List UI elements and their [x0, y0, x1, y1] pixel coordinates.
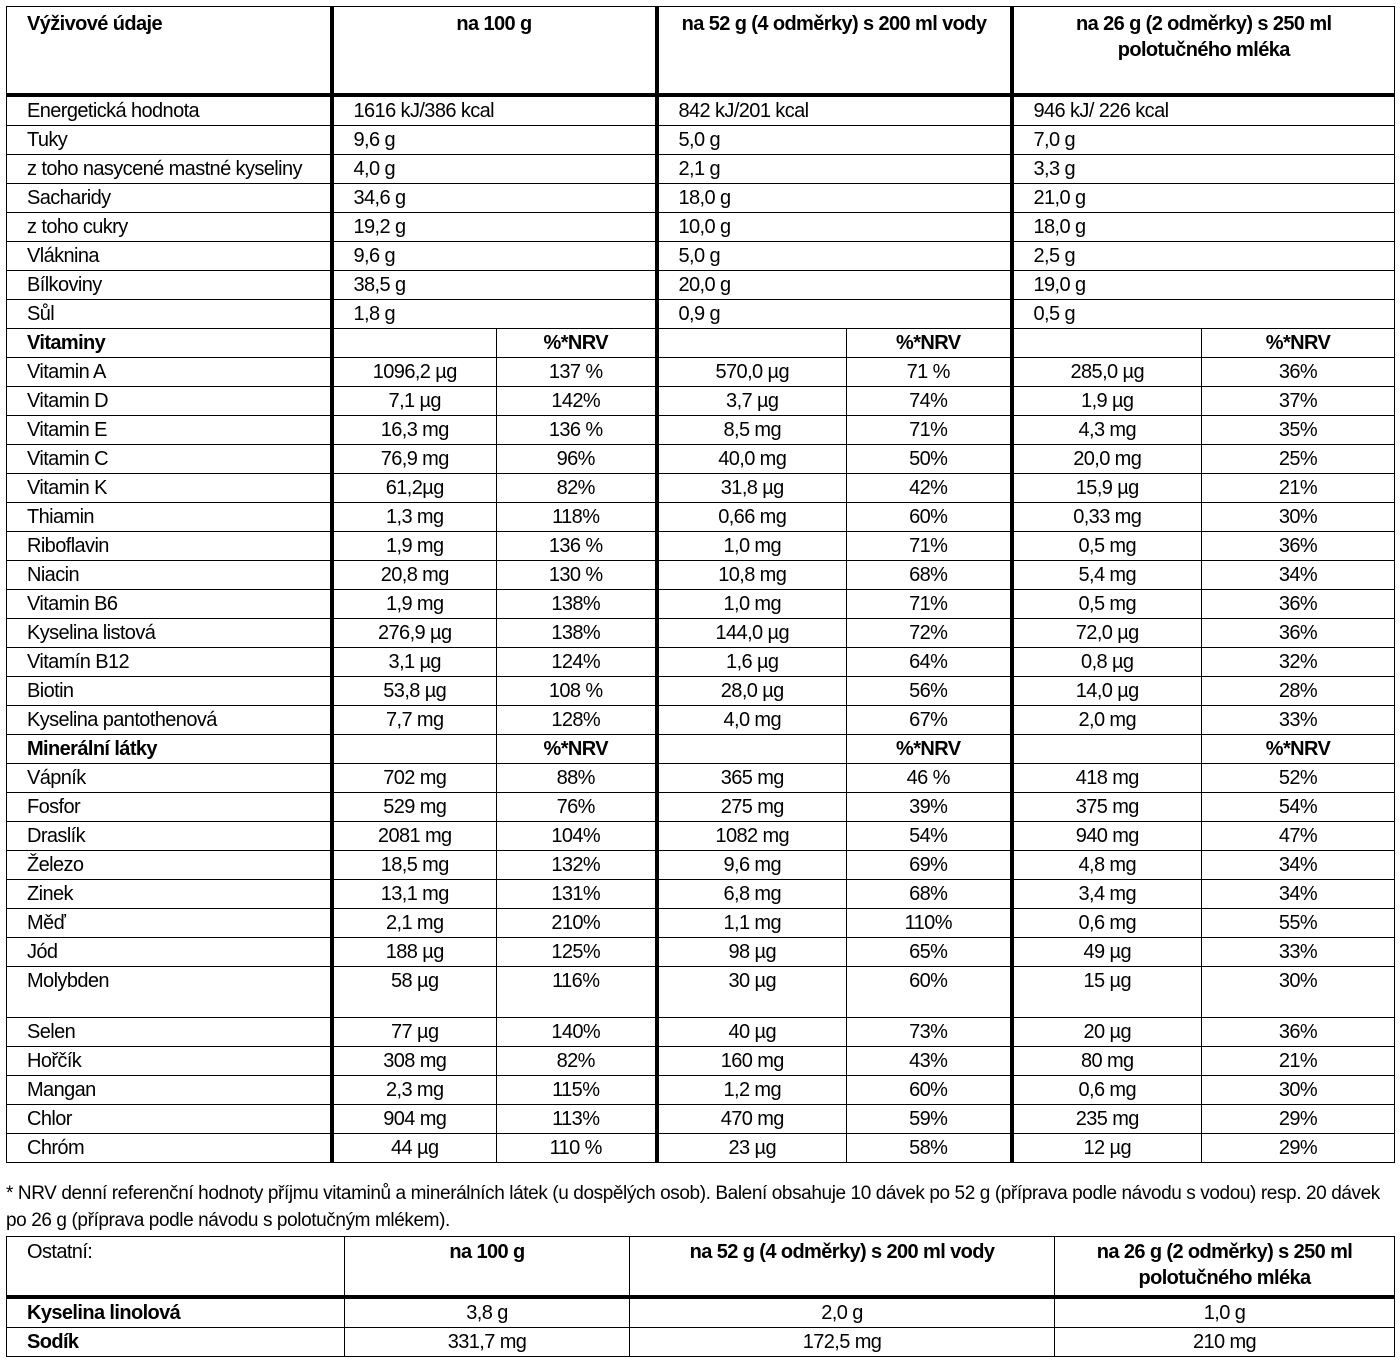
value-per-52g: 2,1 g — [657, 155, 1012, 184]
other-per-100g: 331,7 mg — [345, 1328, 630, 1357]
amount-per-26g: 0,5 mg — [1012, 590, 1202, 619]
value-per-100g: 34,6 g — [332, 184, 657, 213]
amount-per-100g: 702 mg — [332, 764, 497, 793]
nrv-label: %*NRV — [847, 735, 1012, 764]
amount-per-26g: 4,3 mg — [1012, 416, 1202, 445]
nrv-per-52g: 68% — [847, 561, 1012, 590]
other-nutrient-name: Kyselina linolová — [7, 1297, 345, 1328]
nutrient-name: Vitamín B12 — [7, 648, 332, 677]
amount-per-52g: 1,2 mg — [657, 1076, 847, 1105]
nrv-per-52g: 71% — [847, 416, 1012, 445]
section-title: Vitaminy — [7, 329, 332, 358]
amount-per-26g: 940 mg — [1012, 822, 1202, 851]
nutrient-row — [7, 1047, 1395, 1076]
nrv-per-26g: 21% — [1202, 1047, 1395, 1076]
value-per-26g: 3,3 g — [1012, 155, 1395, 184]
amount-per-52g: 30 µg — [657, 967, 847, 1018]
header-per-52g: na 52 g (4 odměrky) s 200 ml vody — [657, 7, 1012, 96]
nrv-per-100g: 115% — [497, 1076, 657, 1105]
amount-per-52g: 6,8 mg — [657, 880, 847, 909]
nrv-per-26g: 30% — [1202, 1076, 1395, 1105]
value-per-26g: 2,5 g — [1012, 242, 1395, 271]
nutrient-row — [7, 271, 1395, 300]
amount-per-26g: 14,0 µg — [1012, 677, 1202, 706]
nutrient-name: z toho nasycené mastné kyseliny — [7, 155, 332, 184]
other-per-52g: 172,5 mg — [630, 1328, 1055, 1357]
nutrient-name: Tuky — [7, 126, 332, 155]
nrv-per-100g: 128% — [497, 706, 657, 735]
value-per-100g: 1,8 g — [332, 300, 657, 329]
nrv-per-52g: 74% — [847, 387, 1012, 416]
empty-cell — [657, 329, 847, 358]
nutrient-name: Vitamin C — [7, 445, 332, 474]
nutrient-row — [7, 126, 1395, 155]
header-per-100g: na 100 g — [332, 7, 657, 96]
amount-per-26g: 375 mg — [1012, 793, 1202, 822]
amount-per-26g: 285,0 µg — [1012, 358, 1202, 387]
nutrient-row — [7, 619, 1395, 648]
nrv-per-100g: 96% — [497, 445, 657, 474]
nutrient-row — [7, 590, 1395, 619]
nutrient-name: Vitamin B6 — [7, 590, 332, 619]
nrv-per-26g: 21% — [1202, 474, 1395, 503]
value-per-100g: 1616 kJ/386 kcal — [332, 95, 657, 126]
amount-per-52g: 275 mg — [657, 793, 847, 822]
nrv-per-26g: 34% — [1202, 561, 1395, 590]
amount-per-52g: 570,0 µg — [657, 358, 847, 387]
nutrient-name: Vláknina — [7, 242, 332, 271]
nrv-per-26g: 36% — [1202, 1018, 1395, 1047]
nrv-per-26g: 36% — [1202, 590, 1395, 619]
amount-per-52g: 1,0 mg — [657, 532, 847, 561]
nutrient-row — [7, 938, 1395, 967]
nrv-per-100g: 104% — [497, 822, 657, 851]
other-header-row — [7, 1237, 1395, 1298]
nutrient-row — [7, 1076, 1395, 1105]
other-table — [6, 1236, 1395, 1357]
nrv-per-100g: 116% — [497, 967, 657, 1018]
nrv-per-26g: 36% — [1202, 619, 1395, 648]
other-per-26g: 1,0 g — [1055, 1297, 1395, 1328]
nutrient-name: Železo — [7, 851, 332, 880]
amount-per-52g: 98 µg — [657, 938, 847, 967]
nrv-per-100g: 113% — [497, 1105, 657, 1134]
nutrient-name: Hořčík — [7, 1047, 332, 1076]
amount-per-100g: 2081 mg — [332, 822, 497, 851]
amount-per-100g: 77 µg — [332, 1018, 497, 1047]
value-per-26g: 19,0 g — [1012, 271, 1395, 300]
nrv-per-52g: 71% — [847, 532, 1012, 561]
amount-per-26g: 12 µg — [1012, 1134, 1202, 1163]
nrv-per-100g: 210% — [497, 909, 657, 938]
nrv-per-26g: 34% — [1202, 851, 1395, 880]
nrv-per-26g: 36% — [1202, 532, 1395, 561]
amount-per-26g: 20 µg — [1012, 1018, 1202, 1047]
nutrient-name: Fosfor — [7, 793, 332, 822]
nutrient-row — [7, 358, 1395, 387]
nutrient-name: Thiamin — [7, 503, 332, 532]
nrv-per-100g: 124% — [497, 648, 657, 677]
nrv-per-52g: 73% — [847, 1018, 1012, 1047]
nutrient-name: Měď — [7, 909, 332, 938]
value-per-100g: 19,2 g — [332, 213, 657, 242]
nutrient-name: Biotin — [7, 677, 332, 706]
nutrient-name: Niacin — [7, 561, 332, 590]
nrv-per-52g: 42% — [847, 474, 1012, 503]
nutrient-row — [7, 909, 1395, 938]
value-per-52g: 5,0 g — [657, 242, 1012, 271]
amount-per-52g: 470 mg — [657, 1105, 847, 1134]
amount-per-100g: 2,1 mg — [332, 909, 497, 938]
nutrient-name: Zinek — [7, 880, 332, 909]
amount-per-100g: 308 mg — [332, 1047, 497, 1076]
nrv-label: %*NRV — [497, 735, 657, 764]
nrv-per-100g: 136 % — [497, 416, 657, 445]
amount-per-26g: 3,4 mg — [1012, 880, 1202, 909]
nutrient-row — [7, 387, 1395, 416]
amount-per-100g: 1,9 mg — [332, 590, 497, 619]
amount-per-26g: 20,0 mg — [1012, 445, 1202, 474]
amount-per-100g: 1096,2 µg — [332, 358, 497, 387]
value-per-100g: 38,5 g — [332, 271, 657, 300]
amount-per-100g: 18,5 mg — [332, 851, 497, 880]
amount-per-52g: 1,6 µg — [657, 648, 847, 677]
nrv-per-52g: 39% — [847, 793, 1012, 822]
nrv-footnote: * NRV denní referenční hodnoty příjmu vitaminů a minerálních látek (u dospělých osob). Balení obsahuje 10 dávek po 52 g (příprava podle návodu s vodou) resp. 20 dávek po 26 g (příprava podle návodu s polotučným mlékem). — [6, 1183, 1380, 1231]
nutrient-row — [7, 242, 1395, 271]
header-nutrition-label: Výživové údaje — [7, 7, 332, 96]
nutrient-name: Vitamin D — [7, 387, 332, 416]
header-other-per-52g: na 52 g (4 odměrky) s 200 ml vody — [630, 1237, 1055, 1298]
amount-per-100g: 2,3 mg — [332, 1076, 497, 1105]
amount-per-100g: 3,1 µg — [332, 648, 497, 677]
nrv-per-100g: 76% — [497, 793, 657, 822]
nutrient-row — [7, 1018, 1395, 1047]
value-per-100g: 9,6 g — [332, 126, 657, 155]
nutrition-table — [6, 6, 1395, 1163]
nutrient-name: Draslík — [7, 822, 332, 851]
nrv-per-100g: 130 % — [497, 561, 657, 590]
vitamins-section-header — [7, 329, 1395, 358]
amount-per-52g: 40 µg — [657, 1018, 847, 1047]
nrv-per-100g: 82% — [497, 1047, 657, 1076]
nutrient-row — [7, 300, 1395, 329]
other-table-body — [7, 1237, 1395, 1357]
nrv-per-100g: 138% — [497, 590, 657, 619]
nutrition-table-body — [7, 7, 1395, 1163]
amount-per-100g: 13,1 mg — [332, 880, 497, 909]
nutrient-row — [7, 648, 1395, 677]
other-per-100g: 3,8 g — [345, 1297, 630, 1328]
amount-per-100g: 58 µg — [332, 967, 497, 1018]
nutrient-row — [7, 155, 1395, 184]
nrv-per-26g: 28% — [1202, 677, 1395, 706]
other-row — [7, 1328, 1395, 1357]
nutrient-row — [7, 706, 1395, 735]
value-per-26g: 21,0 g — [1012, 184, 1395, 213]
nutrient-name: Bílkoviny — [7, 271, 332, 300]
nrv-per-100g: 82% — [497, 474, 657, 503]
nrv-per-100g: 88% — [497, 764, 657, 793]
nrv-per-26g: 37% — [1202, 387, 1395, 416]
amount-per-100g: 76,9 mg — [332, 445, 497, 474]
nrv-per-100g: 125% — [497, 938, 657, 967]
amount-per-26g: 1,9 µg — [1012, 387, 1202, 416]
nrv-per-100g: 142% — [497, 387, 657, 416]
nutrition-header-row — [7, 7, 1395, 96]
nrv-per-52g: 71% — [847, 590, 1012, 619]
nrv-per-100g: 118% — [497, 503, 657, 532]
nrv-per-52g: 60% — [847, 1076, 1012, 1105]
empty-cell — [1012, 329, 1202, 358]
nrv-per-52g: 71 % — [847, 358, 1012, 387]
value-per-52g: 20,0 g — [657, 271, 1012, 300]
nrv-per-52g: 50% — [847, 445, 1012, 474]
nutrient-name: Molybden — [7, 967, 332, 1018]
amount-per-26g: 15 µg — [1012, 967, 1202, 1018]
amount-per-52g: 3,7 µg — [657, 387, 847, 416]
nutrient-row — [7, 416, 1395, 445]
amount-per-100g: 276,9 µg — [332, 619, 497, 648]
nutrient-name: Vápník — [7, 764, 332, 793]
amount-per-100g: 16,3 mg — [332, 416, 497, 445]
nutrient-name: Kyselina pantothenová — [7, 706, 332, 735]
header-per-26g: na 26 g (2 odměrky) s 250 ml polotučného mléka — [1012, 7, 1395, 96]
nrv-per-100g: 140% — [497, 1018, 657, 1047]
nrv-per-100g: 110 % — [497, 1134, 657, 1163]
nrv-per-26g: 47% — [1202, 822, 1395, 851]
nutrient-name: Jód — [7, 938, 332, 967]
nrv-per-100g: 108 % — [497, 677, 657, 706]
nutrient-row — [7, 503, 1395, 532]
amount-per-52g: 40,0 mg — [657, 445, 847, 474]
nutrient-name: Energetická hodnota — [7, 95, 332, 126]
nutrient-name: Selen — [7, 1018, 332, 1047]
nutrient-row — [7, 532, 1395, 561]
nrv-per-100g: 131% — [497, 880, 657, 909]
nutrient-row — [7, 445, 1395, 474]
amount-per-100g: 7,1 µg — [332, 387, 497, 416]
value-per-26g: 946 kJ/ 226 kcal — [1012, 95, 1395, 126]
amount-per-52g: 4,0 mg — [657, 706, 847, 735]
amount-per-100g: 1,3 mg — [332, 503, 497, 532]
nutrient-name: Riboflavin — [7, 532, 332, 561]
nrv-per-52g: 67% — [847, 706, 1012, 735]
amount-per-26g: 2,0 mg — [1012, 706, 1202, 735]
amount-per-52g: 28,0 µg — [657, 677, 847, 706]
amount-per-100g: 20,8 mg — [332, 561, 497, 590]
amount-per-52g: 10,8 mg — [657, 561, 847, 590]
amount-per-26g: 418 mg — [1012, 764, 1202, 793]
empty-cell — [332, 735, 497, 764]
amount-per-100g: 61,2µg — [332, 474, 497, 503]
nutrient-name: z toho cukry — [7, 213, 332, 242]
nutrient-name: Vitamin K — [7, 474, 332, 503]
nutrient-row — [7, 764, 1395, 793]
nrv-per-100g: 132% — [497, 851, 657, 880]
nrv-per-52g: 54% — [847, 822, 1012, 851]
nutrient-row — [7, 851, 1395, 880]
nrv-per-26g: 36% — [1202, 358, 1395, 387]
nutrient-row — [7, 213, 1395, 242]
value-per-100g: 9,6 g — [332, 242, 657, 271]
nutrient-name: Sůl — [7, 300, 332, 329]
value-per-100g: 4,0 g — [332, 155, 657, 184]
nrv-per-26g: 30% — [1202, 967, 1395, 1018]
nutrient-name: Vitamin A — [7, 358, 332, 387]
header-other-per-26g: na 26 g (2 odměrky) s 250 ml polotučného mléka — [1055, 1237, 1395, 1298]
nutrient-name: Chróm — [7, 1134, 332, 1163]
nrv-per-52g: 65% — [847, 938, 1012, 967]
value-per-52g: 5,0 g — [657, 126, 1012, 155]
amount-per-52g: 1,0 mg — [657, 590, 847, 619]
nrv-per-52g: 60% — [847, 967, 1012, 1018]
amount-per-26g: 49 µg — [1012, 938, 1202, 967]
header-other-per-100g: na 100 g — [345, 1237, 630, 1298]
value-per-52g: 18,0 g — [657, 184, 1012, 213]
nrv-per-52g: 59% — [847, 1105, 1012, 1134]
nutrient-name: Sacharidy — [7, 184, 332, 213]
nutrient-name: Vitamin E — [7, 416, 332, 445]
amount-per-100g: 904 mg — [332, 1105, 497, 1134]
nrv-per-26g: 32% — [1202, 648, 1395, 677]
nrv-per-52g: 64% — [847, 648, 1012, 677]
amount-per-26g: 15,9 µg — [1012, 474, 1202, 503]
amount-per-52g: 31,8 µg — [657, 474, 847, 503]
nrv-per-26g: 25% — [1202, 445, 1395, 474]
nutrient-name: Mangan — [7, 1076, 332, 1105]
value-per-26g: 0,5 g — [1012, 300, 1395, 329]
section-title: Minerální látky — [7, 735, 332, 764]
nrv-label: %*NRV — [497, 329, 657, 358]
other-row — [7, 1297, 1395, 1328]
nrv-per-52g: 110% — [847, 909, 1012, 938]
other-nutrient-name: Sodík — [7, 1328, 345, 1357]
nrv-per-26g: 35% — [1202, 416, 1395, 445]
nutrient-row — [7, 561, 1395, 590]
empty-cell — [332, 329, 497, 358]
amount-per-26g: 5,4 mg — [1012, 561, 1202, 590]
value-per-26g: 7,0 g — [1012, 126, 1395, 155]
nutrient-row — [7, 793, 1395, 822]
amount-per-26g: 72,0 µg — [1012, 619, 1202, 648]
nrv-per-26g: 34% — [1202, 880, 1395, 909]
amount-per-52g: 8,5 mg — [657, 416, 847, 445]
empty-cell — [1012, 735, 1202, 764]
nrv-per-100g: 138% — [497, 619, 657, 648]
amount-per-26g: 0,8 µg — [1012, 648, 1202, 677]
other-per-26g: 210 mg — [1055, 1328, 1395, 1357]
amount-per-100g: 188 µg — [332, 938, 497, 967]
nutrient-row — [7, 184, 1395, 213]
amount-per-52g: 365 mg — [657, 764, 847, 793]
nrv-per-26g: 55% — [1202, 909, 1395, 938]
nutrient-row — [7, 822, 1395, 851]
nrv-per-26g: 54% — [1202, 793, 1395, 822]
value-per-52g: 842 kJ/201 kcal — [657, 95, 1012, 126]
amount-per-52g: 23 µg — [657, 1134, 847, 1163]
amount-per-100g: 1,9 mg — [332, 532, 497, 561]
nrv-per-100g: 137 % — [497, 358, 657, 387]
amount-per-100g: 529 mg — [332, 793, 497, 822]
nutrient-name: Chlor — [7, 1105, 332, 1134]
minerals-section-header — [7, 735, 1395, 764]
nrv-per-52g: 58% — [847, 1134, 1012, 1163]
value-per-26g: 18,0 g — [1012, 213, 1395, 242]
nutrient-row — [7, 474, 1395, 503]
amount-per-100g: 7,7 mg — [332, 706, 497, 735]
nutrient-row — [7, 1105, 1395, 1134]
header-other-label: Ostatní: — [7, 1237, 345, 1298]
nutrient-row — [7, 1134, 1395, 1163]
empty-cell — [657, 735, 847, 764]
nrv-per-52g: 60% — [847, 503, 1012, 532]
amount-per-52g: 1082 mg — [657, 822, 847, 851]
amount-per-26g: 0,5 mg — [1012, 532, 1202, 561]
amount-per-100g: 44 µg — [332, 1134, 497, 1163]
nutrient-row — [7, 967, 1395, 1018]
nrv-per-26g: 52% — [1202, 764, 1395, 793]
nrv-per-52g: 46 % — [847, 764, 1012, 793]
other-per-52g: 2,0 g — [630, 1297, 1055, 1328]
nutrient-row — [7, 677, 1395, 706]
nrv-per-52g: 56% — [847, 677, 1012, 706]
value-per-52g: 0,9 g — [657, 300, 1012, 329]
nutrient-row — [7, 95, 1395, 126]
amount-per-52g: 160 mg — [657, 1047, 847, 1076]
amount-per-26g: 0,6 mg — [1012, 1076, 1202, 1105]
nrv-per-52g: 72% — [847, 619, 1012, 648]
nrv-per-52g: 68% — [847, 880, 1012, 909]
nutrient-row — [7, 880, 1395, 909]
nrv-label: %*NRV — [1202, 329, 1395, 358]
amount-per-26g: 0,6 mg — [1012, 909, 1202, 938]
amount-per-100g: 53,8 µg — [332, 677, 497, 706]
amount-per-26g: 4,8 mg — [1012, 851, 1202, 880]
amount-per-26g: 0,33 mg — [1012, 503, 1202, 532]
nrv-per-26g: 33% — [1202, 938, 1395, 967]
amount-per-26g: 235 mg — [1012, 1105, 1202, 1134]
nrv-label: %*NRV — [847, 329, 1012, 358]
amount-per-26g: 80 mg — [1012, 1047, 1202, 1076]
nrv-per-100g: 136 % — [497, 532, 657, 561]
nrv-label: %*NRV — [1202, 735, 1395, 764]
nrv-per-26g: 29% — [1202, 1105, 1395, 1134]
amount-per-52g: 144,0 µg — [657, 619, 847, 648]
nrv-per-52g: 69% — [847, 851, 1012, 880]
amount-per-52g: 9,6 mg — [657, 851, 847, 880]
nrv-per-26g: 33% — [1202, 706, 1395, 735]
amount-per-52g: 1,1 mg — [657, 909, 847, 938]
amount-per-52g: 0,66 mg — [657, 503, 847, 532]
nrv-per-26g: 29% — [1202, 1134, 1395, 1163]
value-per-52g: 10,0 g — [657, 213, 1012, 242]
nutrient-name: Kyselina listová — [7, 619, 332, 648]
nrv-per-52g: 43% — [847, 1047, 1012, 1076]
nrv-per-26g: 30% — [1202, 503, 1395, 532]
